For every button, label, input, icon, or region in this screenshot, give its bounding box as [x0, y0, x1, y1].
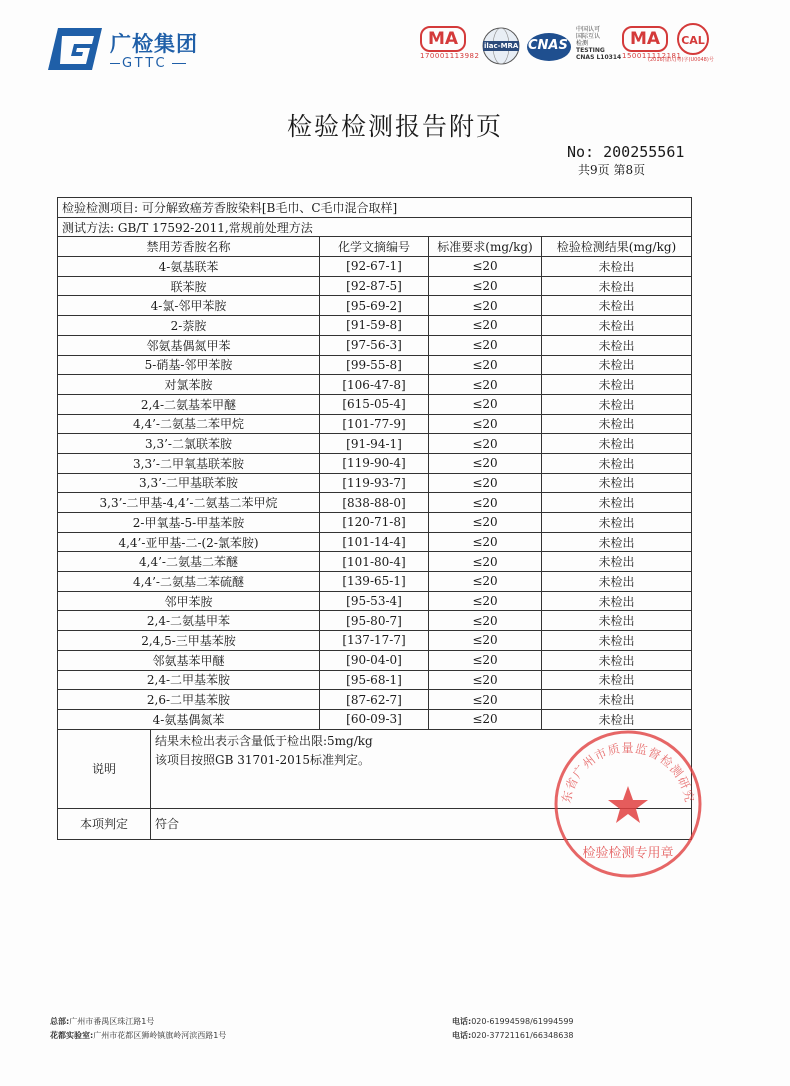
table-row	[58, 611, 692, 631]
stamp-text: 检验检测专用章	[582, 846, 674, 861]
table-row	[58, 513, 692, 533]
amine-name-cell: 4-氨基联苯	[58, 257, 320, 277]
requirement-cell: ≤20	[429, 257, 542, 277]
cas-number-cell: [87-62-7]	[320, 690, 429, 710]
footer-hq-address: 广州市番禺区珠江路1号	[69, 1017, 155, 1026]
footer-lab-address: 广州市花都区狮岭镇旗岭河滨西路1号	[93, 1031, 227, 1040]
footer-phone-number: 020-37721161/66348638	[471, 1031, 574, 1040]
amine-name-cell: 4,4’-亚甲基-二-(2-氯苯胺)	[58, 532, 320, 552]
result-cell: 未检出	[542, 650, 692, 670]
company-logo	[44, 26, 284, 76]
notes-label: 说明	[58, 729, 151, 808]
cas-number-cell: [95-68-1]	[320, 670, 429, 690]
svg-text:广东省广州市质量监督检测研究院	[548, 724, 698, 804]
footer-hq	[50, 1016, 154, 1027]
ma-cert-label: MA	[420, 26, 466, 52]
verdict-value: 符合	[151, 808, 692, 839]
cas-number-cell: [139-65-1]	[320, 572, 429, 592]
ilac-mra-cert	[480, 26, 522, 70]
cal-seal-icon	[676, 22, 710, 56]
table-item-row	[58, 198, 692, 218]
table-row	[58, 276, 692, 296]
company-name-en: GTTC	[122, 56, 168, 71]
ilac-label: ilac-MRA	[484, 42, 519, 50]
result-cell: 未检出	[542, 453, 692, 473]
result-cell: 未检出	[542, 335, 692, 355]
requirement-cell: ≤20	[429, 375, 542, 395]
requirement-cell: ≤20	[429, 453, 542, 473]
gttc-logo-icon	[44, 26, 104, 72]
cas-number-cell: [101-80-4]	[320, 552, 429, 572]
amine-name-cell: 3,3’-二甲基联苯胺	[58, 473, 320, 493]
requirement-cell: ≤20	[429, 394, 542, 414]
verdict-label: 本项判定	[58, 808, 151, 839]
requirement-cell: ≤20	[429, 591, 542, 611]
test-method-cell: 测试方法: GB/T 17592-2011,常规前处理方法	[58, 217, 692, 237]
table-row	[58, 591, 692, 611]
header-requirement: 标准要求(mg/kg)	[429, 237, 542, 257]
cas-number-cell: [92-67-1]	[320, 257, 429, 277]
header-result: 检验检测结果(mg/kg)	[542, 237, 692, 257]
amine-name-cell: 2-萘胺	[58, 316, 320, 336]
footer-phone-label: 电话:	[452, 1017, 472, 1026]
requirement-cell: ≤20	[429, 709, 542, 729]
logo-divider	[110, 63, 120, 64]
amine-name-cell: 4,4’-二氨基二苯醚	[58, 552, 320, 572]
table-row	[58, 552, 692, 572]
cnas-testing: TESTING	[576, 47, 605, 54]
table-row	[58, 394, 692, 414]
ma-cert-left	[420, 26, 479, 60]
table-row	[58, 375, 692, 395]
cas-number-cell: [106-47-8]	[320, 375, 429, 395]
amine-name-cell: 2,4-二氨基苯甲醚	[58, 394, 320, 414]
table-row	[58, 631, 692, 651]
table-method-row	[58, 217, 692, 237]
cnas-cn-line: 国际互认	[576, 33, 601, 40]
cas-number-cell: [95-53-4]	[320, 591, 429, 611]
table-row	[58, 257, 692, 277]
requirement-cell: ≤20	[429, 276, 542, 296]
amine-name-cell: 邻氨基苯甲醚	[58, 650, 320, 670]
table-row	[58, 650, 692, 670]
amine-name-cell: 邻甲苯胺	[58, 591, 320, 611]
cas-number-cell: [91-94-1]	[320, 434, 429, 454]
requirement-cell: ≤20	[429, 434, 542, 454]
amine-name-cell: 邻氨基偶氮甲苯	[58, 335, 320, 355]
cas-number-cell: [119-90-4]	[320, 453, 429, 473]
requirement-cell: ≤20	[429, 552, 542, 572]
result-cell: 未检出	[542, 591, 692, 611]
amine-name-cell: 3,3’-二甲氧基联苯胺	[58, 453, 320, 473]
table-header-row	[58, 237, 692, 257]
amine-name-cell: 3,3’-二氯联苯胺	[58, 434, 320, 454]
cas-number-cell: [119-93-7]	[320, 473, 429, 493]
footer-phone-number: 020-61994598/61994599	[471, 1017, 574, 1026]
result-cell: 未检出	[542, 414, 692, 434]
cas-number-cell: [615-05-4]	[320, 394, 429, 414]
cas-number-cell: [95-69-2]	[320, 296, 429, 316]
result-cell: 未检出	[542, 611, 692, 631]
result-cell: 未检出	[542, 257, 692, 277]
table-row	[58, 316, 692, 336]
cas-number-cell: [90-04-0]	[320, 650, 429, 670]
ma-cert-number: 150011112181	[622, 52, 682, 60]
requirement-cell: ≤20	[429, 690, 542, 710]
cas-number-cell: [101-14-4]	[320, 532, 429, 552]
requirement-cell: ≤20	[429, 316, 542, 336]
amine-name-cell: 2,4-二甲基苯胺	[58, 670, 320, 690]
table-row	[58, 690, 692, 710]
requirement-cell: ≤20	[429, 611, 542, 631]
page-indicator: 共9页 第8页	[578, 163, 646, 177]
amine-name-cell: 2-甲氧基-5-甲基苯胺	[58, 513, 320, 533]
result-cell: 未检出	[542, 631, 692, 651]
cnas-cn-line: 中国认可	[576, 26, 601, 33]
result-cell: 未检出	[542, 513, 692, 533]
svg-text:CAL: CAL	[681, 34, 705, 47]
footer-phone-label: 电话:	[452, 1031, 472, 1040]
table-row	[58, 532, 692, 552]
result-cell: 未检出	[542, 276, 692, 296]
result-cell: 未检出	[542, 552, 692, 572]
table-row	[58, 355, 692, 375]
amine-name-cell: 4,4’-二氨基二苯甲烷	[58, 414, 320, 434]
result-cell: 未检出	[542, 394, 692, 414]
cnas-label: CNAS	[528, 38, 568, 53]
table-row	[58, 414, 692, 434]
result-cell: 未检出	[542, 316, 692, 336]
result-cell: 未检出	[542, 355, 692, 375]
notes-line: 结果未检出表示含量低于检出限:5mg/kg	[155, 733, 373, 748]
logo-divider	[172, 63, 186, 64]
footer-phone-2	[452, 1030, 574, 1041]
cnas-cert	[526, 32, 572, 66]
cas-number-cell: [99-55-8]	[320, 355, 429, 375]
cas-number-cell: [91-59-8]	[320, 316, 429, 336]
official-stamp	[548, 724, 708, 884]
requirement-cell: ≤20	[429, 572, 542, 592]
cal-number: (2016)量认(粤)字(U0048)号	[648, 57, 714, 63]
footer-hq-label: 总部:	[50, 1017, 70, 1026]
result-cell: 未检出	[542, 670, 692, 690]
amine-name-cell: 对氯苯胺	[58, 375, 320, 395]
cnas-info	[576, 26, 621, 61]
requirement-cell: ≤20	[429, 631, 542, 651]
result-cell: 未检出	[542, 532, 692, 552]
requirement-cell: ≤20	[429, 670, 542, 690]
amine-name-cell: 5-硝基-邻甲苯胺	[58, 355, 320, 375]
amine-name-cell: 联苯胺	[58, 276, 320, 296]
requirement-cell: ≤20	[429, 355, 542, 375]
stamp-arc-text: 东省广州市质量监督检测研究	[559, 741, 697, 805]
requirement-cell: ≤20	[429, 473, 542, 493]
result-cell: 未检出	[542, 690, 692, 710]
ma-cert-right	[622, 26, 681, 60]
result-cell: 未检出	[542, 296, 692, 316]
amine-name-cell: 4-氯-邻甲苯胺	[58, 296, 320, 316]
cas-number-cell: [838-88-0]	[320, 493, 429, 513]
table-row	[58, 296, 692, 316]
amine-name-cell: 2,4,5-三甲基苯胺	[58, 631, 320, 651]
table-row	[58, 335, 692, 355]
table-row	[58, 434, 692, 454]
footer-lab-label: 花都实验室:	[50, 1031, 94, 1040]
result-cell: 未检出	[542, 375, 692, 395]
footer-lab	[50, 1030, 226, 1041]
cas-number-cell: [97-56-3]	[320, 335, 429, 355]
requirement-cell: ≤20	[429, 493, 542, 513]
requirement-cell: ≤20	[429, 513, 542, 533]
ma-cert-number: 170001113982	[420, 52, 480, 60]
table-row	[58, 493, 692, 513]
cas-number-cell: [95-80-7]	[320, 611, 429, 631]
test-item-cell: 检验检测项目: 可分解致癌芳香胺染料[B毛巾、C毛巾混合取样]	[58, 198, 692, 218]
requirement-cell: ≤20	[429, 532, 542, 552]
amine-name-cell: 4,4’-二氨基二苯硫醚	[58, 572, 320, 592]
result-cell: 未检出	[542, 493, 692, 513]
notes-line: 该项目按照GB 31701-2015标准判定。	[155, 752, 370, 767]
table-row	[58, 473, 692, 493]
amine-name-cell: 4-氨基偶氮苯	[58, 709, 320, 729]
header-amine-name: 禁用芳香胺名称	[58, 237, 320, 257]
result-cell: 未检出	[542, 709, 692, 729]
cas-number-cell: [120-71-8]	[320, 513, 429, 533]
cas-number-cell: [101-77-9]	[320, 414, 429, 434]
company-name-cn: 广检集团	[110, 32, 198, 56]
table-row	[58, 453, 692, 473]
ma-cert-label: MA	[622, 26, 668, 52]
report-number: No: 200255561	[567, 143, 685, 161]
requirement-cell: ≤20	[429, 650, 542, 670]
cnas-cn-line: 检测	[576, 40, 589, 47]
result-cell: 未检出	[542, 434, 692, 454]
amine-name-cell: 2,4-二氨基甲苯	[58, 611, 320, 631]
table-row	[58, 670, 692, 690]
requirement-cell: ≤20	[429, 335, 542, 355]
cnas-number: CNAS L10314	[576, 54, 622, 61]
requirement-cell: ≤20	[429, 296, 542, 316]
result-cell: 未检出	[542, 572, 692, 592]
cas-number-cell: [137-17-7]	[320, 631, 429, 651]
amine-name-cell: 2,6-二甲基苯胺	[58, 690, 320, 710]
result-cell: 未检出	[542, 473, 692, 493]
header-cas-number: 化学文摘编号	[320, 237, 429, 257]
cas-number-cell: [60-09-3]	[320, 709, 429, 729]
footer-phone-1	[452, 1016, 574, 1027]
page-title: 检验检测报告附页	[286, 112, 503, 141]
table-row	[58, 572, 692, 592]
cas-number-cell: [92-87-5]	[320, 276, 429, 296]
requirement-cell: ≤20	[429, 414, 542, 434]
amine-name-cell: 3,3’-二甲基-4,4’-二氨基二苯甲烷	[58, 493, 320, 513]
